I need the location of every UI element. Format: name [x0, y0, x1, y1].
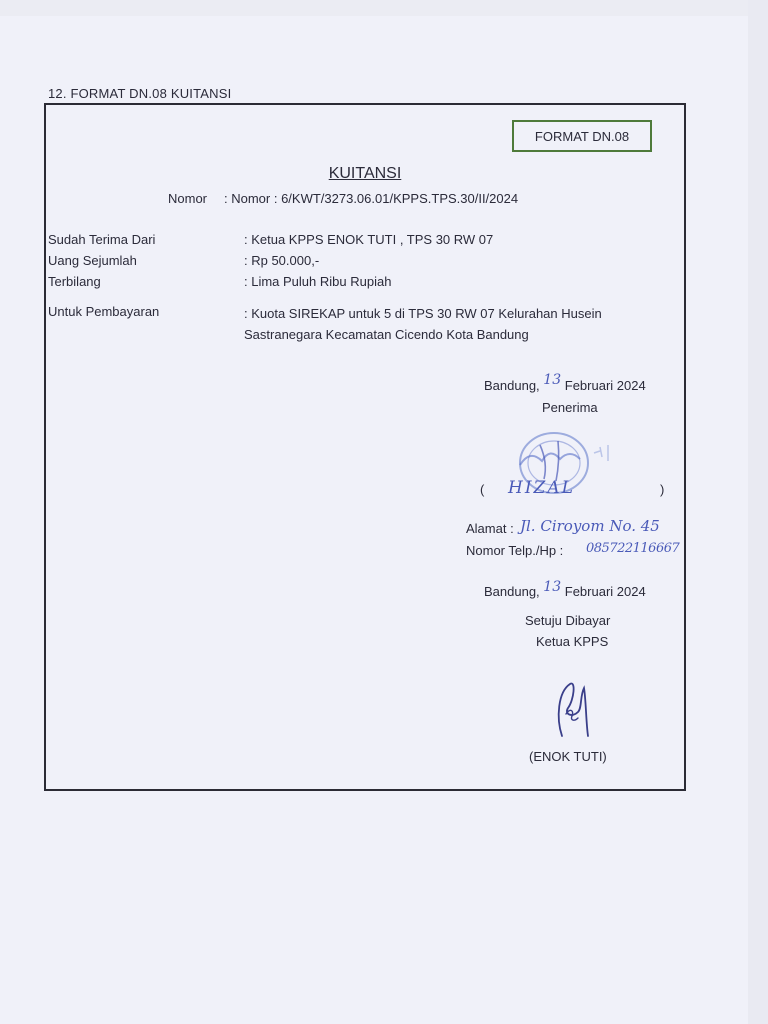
receiver-date-day: 13: [543, 372, 562, 388]
approver-date: [484, 579, 646, 600]
approver-date-suffix: Februari 2024: [564, 584, 646, 599]
field-value-payment-for-line1: : Kuota SIREKAP untuk 5 di TPS 30 RW 07 Kelurahan Husein: [244, 306, 602, 321]
receiver-role: Penerima: [542, 400, 598, 415]
receiver-address-handwritten: Jl. Ciroyom No. 45: [520, 517, 660, 535]
field-label-payment-for: Untuk Pembayaran: [48, 304, 160, 319]
field-value-amount: : Rp 50.000,-: [244, 253, 320, 268]
receiver-phone-label: Nomor Telp./Hp :: [466, 543, 564, 558]
field-label-received-from: Sudah Terima Dari: [48, 232, 156, 247]
receipt-number-label: Nomor: [168, 191, 208, 206]
format-label: FORMAT DN.08: [534, 128, 630, 144]
field-label-amount: Uang Sejumlah: [48, 253, 137, 268]
scan-edge-top: [0, 0, 768, 16]
receiver-date: [484, 372, 646, 394]
approver-signature-icon: [548, 678, 608, 740]
field-label-in-words: Terbilang: [48, 274, 101, 289]
receiver-name-handwritten: HIZAL: [508, 478, 575, 498]
receiver-address-label: Alamat :: [466, 521, 514, 536]
field-value-payment-for-line2: Sastranegara Kecamatan Cicendo Kota Bandung: [244, 327, 529, 342]
section-heading: 12. FORMAT DN.08 KUITANSI: [48, 86, 232, 101]
scan-edge-right: [748, 0, 768, 1024]
approver-name: (ENOK TUTI): [529, 749, 607, 764]
field-value-received-from: : Ketua KPPS ENOK TUTI , TPS 30 RW 07: [244, 232, 494, 247]
receipt-title: KUITANSI: [328, 165, 402, 182]
receiver-name-close: ): [660, 482, 665, 497]
approver-line-1: Setuju Dibayar: [525, 613, 611, 628]
receipt-number: [168, 191, 518, 206]
approver-date-day: 13: [543, 579, 562, 595]
receiver-name-open: (: [480, 482, 485, 497]
approver-line-2: Ketua KPPS: [536, 634, 609, 649]
receiver-phone-handwritten: 085722116667: [586, 541, 680, 556]
format-label-box: [512, 120, 652, 152]
approver-date-prefix: Bandung,: [484, 584, 540, 599]
receipt-number-value: : Nomor : 6/KWT/3273.06.01/KPPS.TPS.30/II/2024: [224, 191, 519, 206]
receiver-date-prefix: Bandung,: [484, 378, 540, 393]
field-value-in-words: : Lima Puluh Ribu Rupiah: [244, 274, 392, 289]
receiver-date-suffix: Februari 2024: [564, 378, 646, 393]
